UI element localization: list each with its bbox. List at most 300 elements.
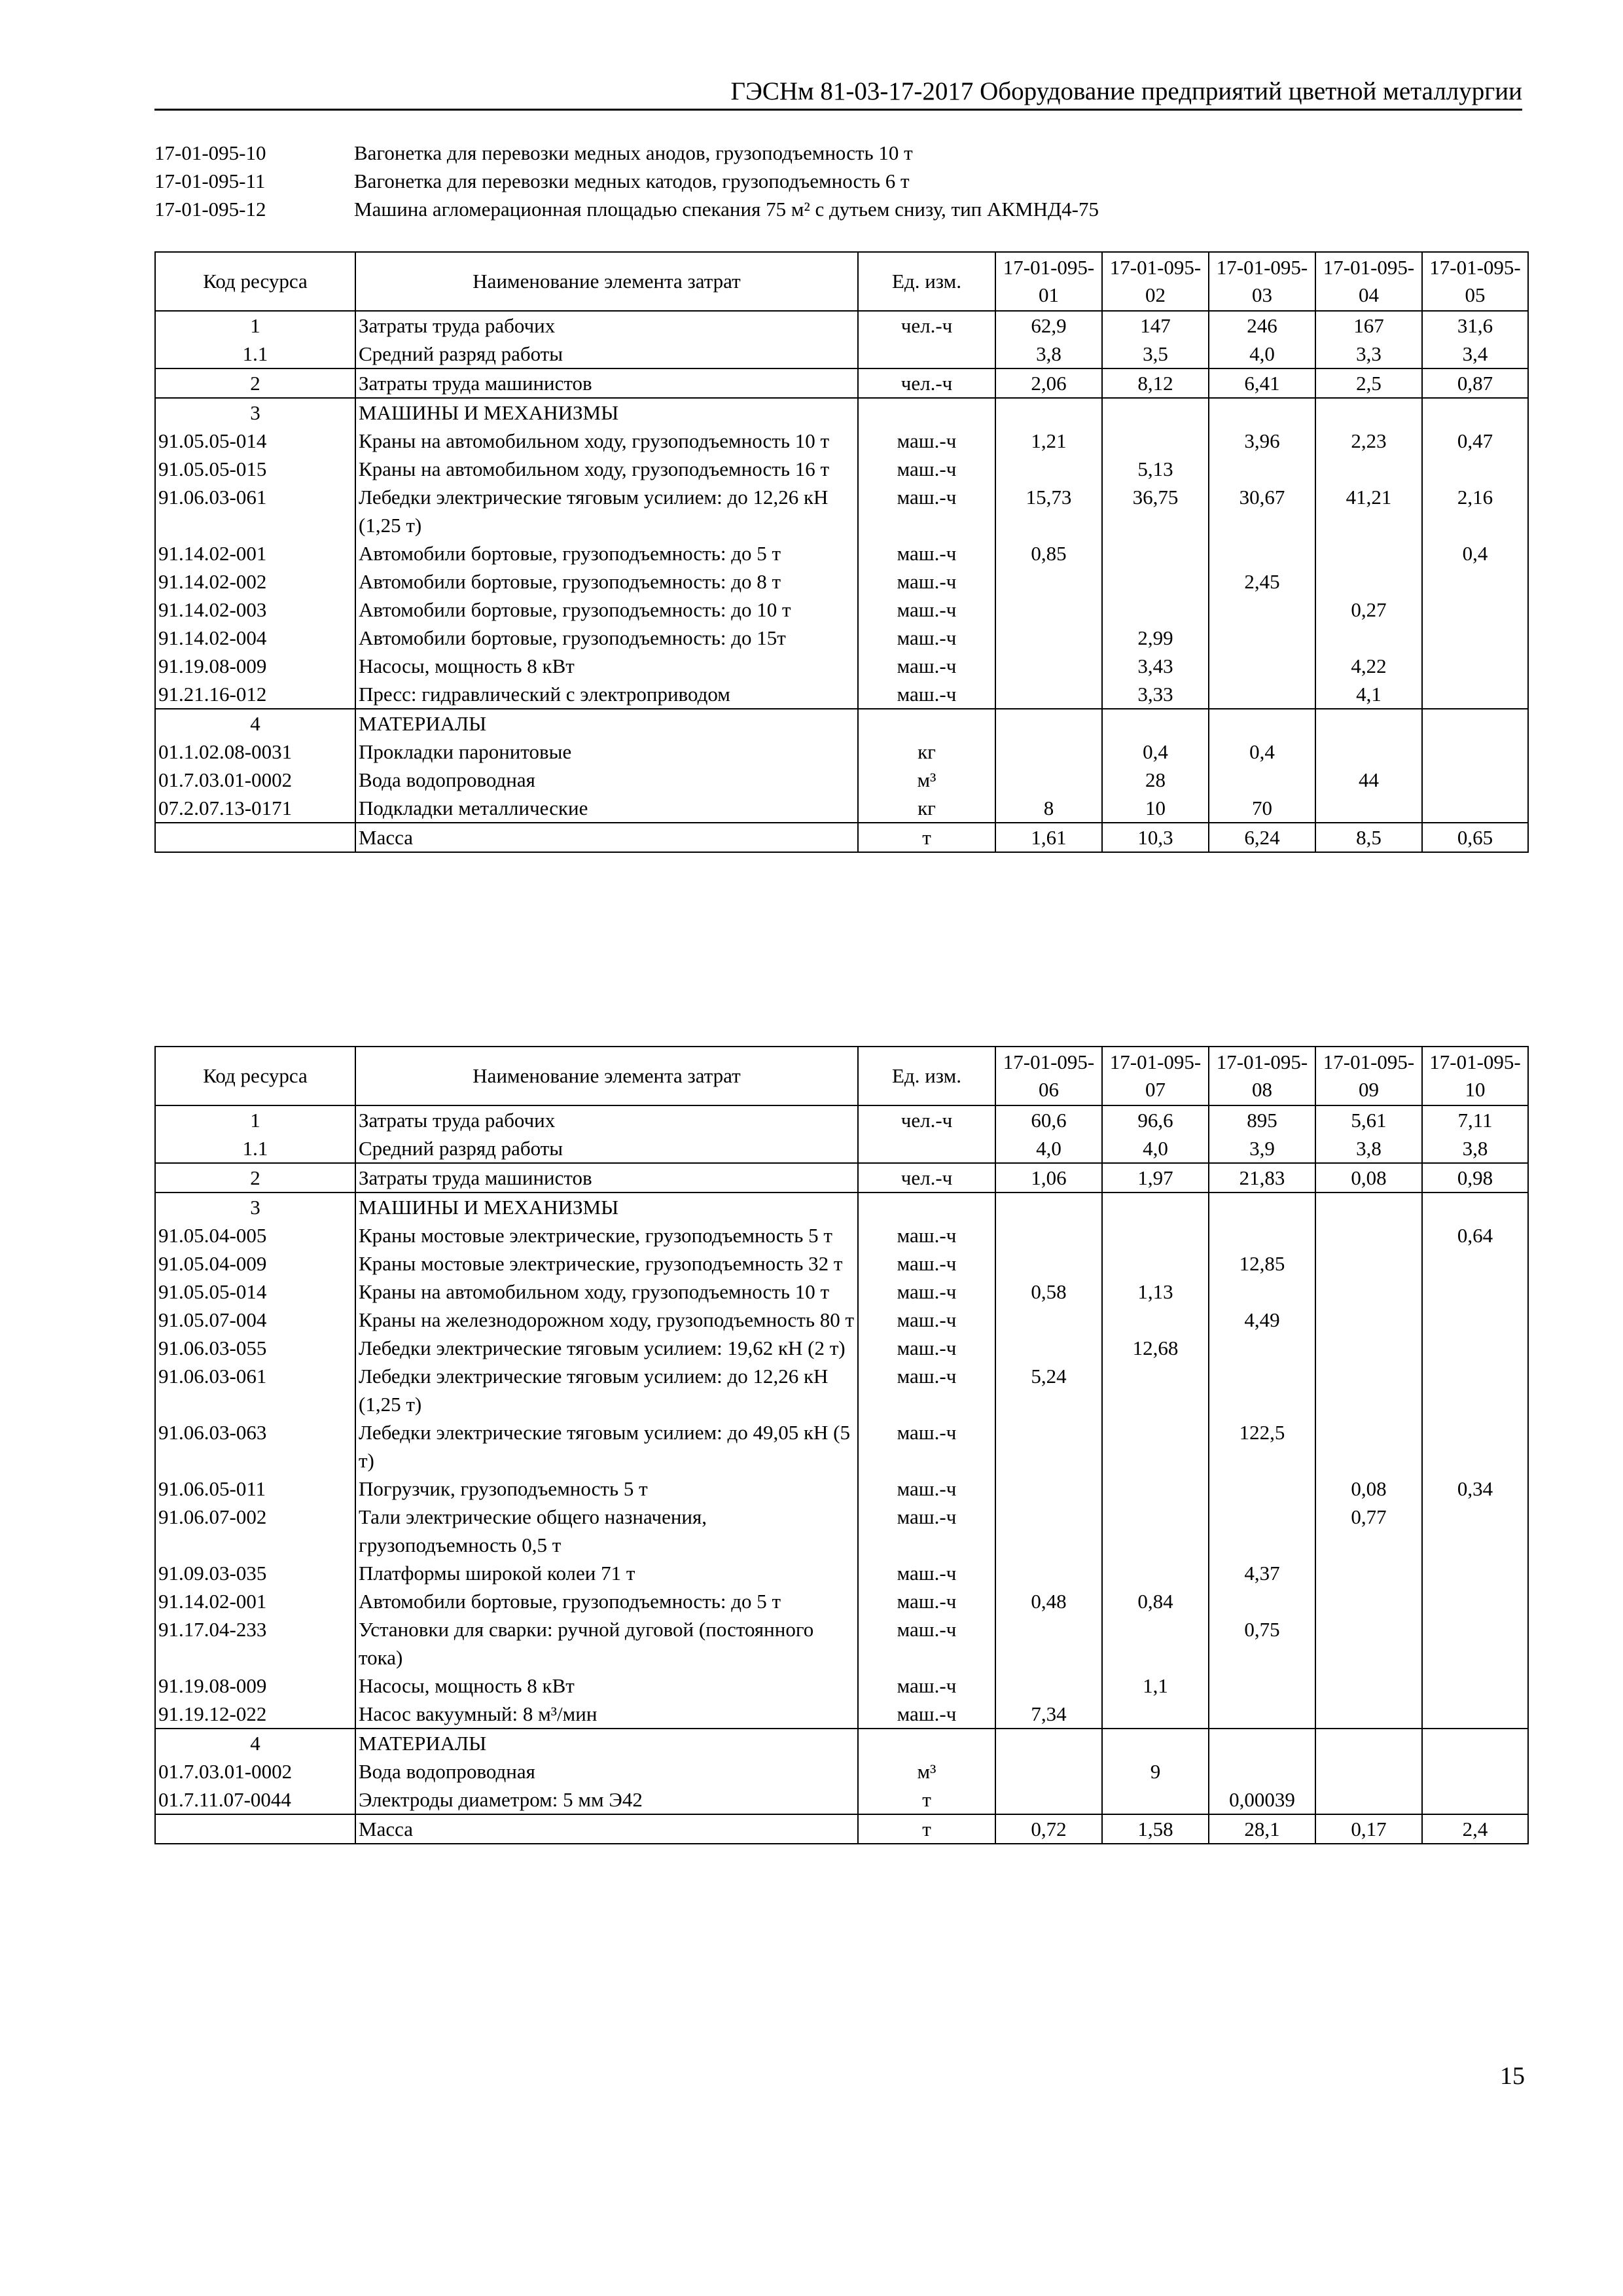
- resource-unit: маш.-ч: [858, 1334, 995, 1362]
- resource-name: Средний разряд работы: [355, 340, 858, 368]
- resource-name: Средний разряд работы: [355, 1134, 858, 1163]
- resource-name: МАШИНЫ И МЕХАНИЗМЫ: [355, 1193, 858, 1221]
- norm-value: [1315, 1729, 1422, 1757]
- norm-value: 0,65: [1422, 823, 1528, 852]
- norm-value: 6,24: [1209, 823, 1315, 852]
- table-row: [155, 794, 1528, 823]
- norm-value: [995, 1193, 1102, 1221]
- norm-value: 7,11: [1422, 1105, 1528, 1134]
- resource-name: Лебедки электрические тяговым усилием: до 49,05 кН (5 т): [355, 1418, 858, 1475]
- norm-value: 2,06: [995, 368, 1102, 398]
- resource-code: 91.06.05-011: [155, 1475, 355, 1503]
- resource-code: 91.19.08-009: [155, 652, 355, 680]
- table-row: [155, 340, 1528, 368]
- norm-value: [1209, 1221, 1315, 1249]
- resource-name: Автомобили бортовые, грузоподъемность: до 10 т: [355, 596, 858, 624]
- norm-value: [1209, 624, 1315, 652]
- resource-code: 01.7.11.07-0044: [155, 1785, 355, 1814]
- norm-value: [995, 596, 1102, 624]
- header-norm-code: 17-01-095-05: [1422, 252, 1528, 311]
- norm-value: 122,5: [1209, 1418, 1315, 1475]
- norm-value: [995, 738, 1102, 766]
- norm-value: 0,77: [1315, 1503, 1422, 1559]
- norm-value: 5,61: [1315, 1105, 1422, 1134]
- resource-unit: маш.-ч: [858, 1278, 995, 1306]
- header-unit: Ед. изм.: [858, 252, 995, 311]
- norm-value: [1422, 1700, 1528, 1729]
- resource-code: 1.1: [155, 1134, 355, 1163]
- norm-value: 4,22: [1315, 652, 1422, 680]
- norm-value: [1422, 680, 1528, 709]
- norm-value: [1422, 1306, 1528, 1334]
- resource-name: Автомобили бортовые, грузоподъемность: до 8 т: [355, 567, 858, 596]
- resource-unit: маш.-ч: [858, 1700, 995, 1729]
- table-row: [155, 1134, 1528, 1163]
- resource-code: 91.06.03-061: [155, 483, 355, 539]
- norm-value: [995, 1757, 1102, 1785]
- norm-value: 4,0: [1102, 1134, 1209, 1163]
- norm-value: 5,13: [1102, 455, 1209, 483]
- norm-value: 31,6: [1422, 311, 1528, 340]
- resource-unit: маш.-ч: [858, 680, 995, 709]
- norm-value: [1102, 1306, 1209, 1334]
- norm-value: [1209, 1672, 1315, 1700]
- resource-name: МАТЕРИАЛЫ: [355, 1729, 858, 1757]
- resource-unit: маш.-ч: [858, 427, 995, 455]
- resource-name: Погрузчик, грузоподъемность 5 т: [355, 1475, 858, 1503]
- resource-code: 91.05.07-004: [155, 1306, 355, 1334]
- norm-value: 2,99: [1102, 624, 1209, 652]
- resource-name: Установки для сварки: ручной дуговой (постоянного тока): [355, 1615, 858, 1672]
- norm-value: 0,17: [1315, 1814, 1422, 1844]
- resource-unit: маш.-ч: [858, 1249, 995, 1278]
- intro-code: 17-01-095-10: [154, 141, 266, 164]
- table-row: [155, 1587, 1528, 1615]
- norm-value: [1315, 1334, 1422, 1362]
- norm-value: 1,13: [1102, 1278, 1209, 1306]
- resource-code: 91.14.02-002: [155, 567, 355, 596]
- norm-value: [995, 1418, 1102, 1475]
- norm-value: [995, 1672, 1102, 1700]
- table-row: [155, 1418, 1528, 1475]
- norm-value: [1209, 1757, 1315, 1785]
- norm-value: [1422, 1672, 1528, 1700]
- resource-code: 91.06.03-055: [155, 1334, 355, 1362]
- resource-unit: маш.-ч: [858, 567, 995, 596]
- norm-value: 3,9: [1209, 1134, 1315, 1163]
- resource-code: 91.19.12-022: [155, 1700, 355, 1729]
- norm-value: 4,0: [995, 1134, 1102, 1163]
- resource-unit: маш.-ч: [858, 1503, 995, 1559]
- norm-value: [1422, 738, 1528, 766]
- resource-name: Платформы широкой колеи 71 т: [355, 1559, 858, 1587]
- resource-code: 91.05.04-009: [155, 1249, 355, 1278]
- resource-unit: чел.-ч: [858, 368, 995, 398]
- norm-value: [1315, 624, 1422, 652]
- norm-value: [1422, 398, 1528, 427]
- intro-code: 17-01-095-11: [154, 170, 266, 192]
- resource-name: Автомобили бортовые, грузоподъемность: до 15т: [355, 624, 858, 652]
- resource-unit: маш.-ч: [858, 1306, 995, 1334]
- norm-value: [1422, 624, 1528, 652]
- table-row: [155, 596, 1528, 624]
- norm-value: [1102, 1362, 1209, 1418]
- norm-value: [1102, 709, 1209, 738]
- norm-value: 2,5: [1315, 368, 1422, 398]
- norm-value: 44: [1315, 766, 1422, 794]
- norm-value: 1,61: [995, 823, 1102, 852]
- resource-code: 91.14.02-001: [155, 539, 355, 567]
- resource-name: Лебедки электрические тяговым усилием: до 12,26 кН (1,25 т): [355, 1362, 858, 1418]
- norm-value: [1315, 738, 1422, 766]
- norm-value: 3,8: [1422, 1134, 1528, 1163]
- norm-value: [995, 652, 1102, 680]
- norm-value: [1422, 455, 1528, 483]
- resource-code: 91.05.05-015: [155, 455, 355, 483]
- norm-value: [1422, 596, 1528, 624]
- resource-name: Вода водопроводная: [355, 1757, 858, 1785]
- norm-value: 41,21: [1315, 483, 1422, 539]
- header-norm-code: 17-01-095-06: [995, 1047, 1102, 1105]
- table-row: [155, 823, 1528, 852]
- norm-value: 4,0: [1209, 340, 1315, 368]
- norm-value: [1315, 1672, 1422, 1700]
- norm-value: [1422, 1334, 1528, 1362]
- header-name: Наименование элемента затрат: [355, 1047, 858, 1105]
- norm-value: 6,41: [1209, 368, 1315, 398]
- resource-unit: [858, 340, 995, 368]
- norm-value: [995, 1559, 1102, 1587]
- norm-value: 96,6: [1102, 1105, 1209, 1134]
- norm-value: [995, 709, 1102, 738]
- norm-value: 3,3: [1315, 340, 1422, 368]
- norm-value: [1209, 1334, 1315, 1362]
- table-row: [155, 567, 1528, 596]
- norm-value: [995, 398, 1102, 427]
- norm-value: 895: [1209, 1105, 1315, 1134]
- norm-value: [1422, 1362, 1528, 1418]
- norm-value: [1315, 455, 1422, 483]
- norm-value: [1209, 680, 1315, 709]
- norm-value: 167: [1315, 311, 1422, 340]
- norm-value: [1422, 652, 1528, 680]
- resource-unit: [858, 1193, 995, 1221]
- norm-value: 0,4: [1102, 738, 1209, 766]
- norm-value: 10: [1102, 794, 1209, 823]
- norm-value: [1422, 794, 1528, 823]
- norm-value: 0,27: [1315, 596, 1422, 624]
- table-header-row: [155, 252, 1528, 311]
- resource-name: Краны на железнодорожном ходу, грузоподъемность 80 т: [355, 1306, 858, 1334]
- table-row: [155, 624, 1528, 652]
- resource-code: 91.05.04-005: [155, 1221, 355, 1249]
- header-norm-code: 17-01-095-07: [1102, 1047, 1209, 1105]
- norm-value: [1102, 1729, 1209, 1757]
- norm-value: [1102, 1249, 1209, 1278]
- table-row: [155, 539, 1528, 567]
- resource-unit: маш.-ч: [858, 1362, 995, 1418]
- norm-value: 246: [1209, 311, 1315, 340]
- header-norm-code: 17-01-095-03: [1209, 252, 1315, 311]
- resource-code: 3: [155, 1193, 355, 1221]
- table-row: [155, 1785, 1528, 1814]
- table-row: [155, 1559, 1528, 1587]
- resource-unit: м³: [858, 766, 995, 794]
- norm-value: 28: [1102, 766, 1209, 794]
- intro-text: Вагонетка для перевозки медных катодов, грузоподъемность 6 т: [354, 170, 910, 192]
- resource-name: Тали электрические общего назначения, грузоподъемность 0,5 т: [355, 1503, 858, 1559]
- norm-value: 12,85: [1209, 1249, 1315, 1278]
- table-row: [155, 1249, 1528, 1278]
- table-row: [155, 1362, 1528, 1418]
- resource-unit: м³: [858, 1757, 995, 1785]
- norm-value: [995, 1475, 1102, 1503]
- norm-value: [995, 1503, 1102, 1559]
- norm-value: [995, 1306, 1102, 1334]
- resource-unit: маш.-ч: [858, 455, 995, 483]
- norm-value: 0,34: [1422, 1475, 1528, 1503]
- norm-value: 36,75: [1102, 483, 1209, 539]
- norm-value: [1102, 539, 1209, 567]
- header-norm-code: 17-01-095-02: [1102, 252, 1209, 311]
- norm-value: [1209, 1587, 1315, 1615]
- table-row: [155, 311, 1528, 340]
- norm-value: [1422, 1193, 1528, 1221]
- norm-value: 0,48: [995, 1587, 1102, 1615]
- table-row: [155, 709, 1528, 738]
- resource-code: 91.05.05-014: [155, 1278, 355, 1306]
- norm-value: 2,45: [1209, 567, 1315, 596]
- table-row: [155, 1615, 1528, 1672]
- resource-code: 07.2.07.13-0171: [155, 794, 355, 823]
- norm-value: [1102, 1615, 1209, 1672]
- resource-name: Краны мостовые электрические, грузоподъемность 5 т: [355, 1221, 858, 1249]
- resource-name: Затраты труда машинистов: [355, 368, 858, 398]
- norm-value: 9: [1102, 1757, 1209, 1785]
- norm-value: 3,4: [1422, 340, 1528, 368]
- table-row: [155, 766, 1528, 794]
- norm-value: [1102, 1785, 1209, 1814]
- table-row: [155, 1503, 1528, 1559]
- resource-name: Лебедки электрические тяговым усилием: 19,62 кН (2 т): [355, 1334, 858, 1362]
- norm-value: [995, 567, 1102, 596]
- norm-value: 0,85: [995, 539, 1102, 567]
- resource-name: Автомобили бортовые, грузоподъемность: до 5 т: [355, 1587, 858, 1615]
- resource-unit: маш.-ч: [858, 483, 995, 539]
- norm-value: 62,9: [995, 311, 1102, 340]
- norm-value: [1315, 709, 1422, 738]
- norm-value: [1102, 398, 1209, 427]
- header-norm-code: 17-01-095-10: [1422, 1047, 1528, 1105]
- resource-name: Затраты труда машинистов: [355, 1163, 858, 1193]
- norm-value: 3,96: [1209, 427, 1315, 455]
- resource-unit: маш.-ч: [858, 652, 995, 680]
- norm-value: 3,8: [995, 340, 1102, 368]
- resource-unit: [858, 398, 995, 427]
- resource-unit: маш.-ч: [858, 1559, 995, 1587]
- resource-name: Пресс: гидравлический с электроприводом: [355, 680, 858, 709]
- table-row: [155, 738, 1528, 766]
- resource-table-1: [154, 251, 1529, 853]
- resource-unit: [858, 709, 995, 738]
- resource-name: Масса: [355, 1814, 858, 1844]
- norm-value: [1315, 794, 1422, 823]
- norm-value: [1102, 567, 1209, 596]
- resource-unit: чел.-ч: [858, 311, 995, 340]
- norm-value: [1102, 1418, 1209, 1475]
- norm-value: [1315, 1700, 1422, 1729]
- norm-value: 3,8: [1315, 1134, 1422, 1163]
- table-row: [155, 368, 1528, 398]
- resource-code: [155, 1814, 355, 1844]
- norm-value: [1209, 1700, 1315, 1729]
- intro-code: 17-01-095-12: [154, 198, 266, 221]
- header-norm-code: 17-01-095-09: [1315, 1047, 1422, 1105]
- norm-value: [1209, 1278, 1315, 1306]
- norm-value: [1422, 1757, 1528, 1785]
- resource-code: 1: [155, 311, 355, 340]
- resource-name: Подкладки металлические: [355, 794, 858, 823]
- norm-value: 0,4: [1422, 539, 1528, 567]
- table-row: [155, 1278, 1528, 1306]
- norm-value: 2,16: [1422, 483, 1528, 539]
- norm-value: [1315, 1221, 1422, 1249]
- norm-value: [1315, 1249, 1422, 1278]
- resource-unit: кг: [858, 794, 995, 823]
- norm-value: 0,84: [1102, 1587, 1209, 1615]
- resource-unit: чел.-ч: [858, 1163, 995, 1193]
- norm-value: 2,4: [1422, 1814, 1528, 1844]
- resource-code: 2: [155, 1163, 355, 1193]
- resource-unit: т: [858, 1814, 995, 1844]
- norm-value: 0,47: [1422, 427, 1528, 455]
- header-name: Наименование элемента затрат: [355, 252, 858, 311]
- norm-value: 0,00039: [1209, 1785, 1315, 1814]
- norm-value: [1209, 1729, 1315, 1757]
- norm-value: [1209, 709, 1315, 738]
- table-row: [155, 1334, 1528, 1362]
- resource-unit: [858, 1729, 995, 1757]
- intro-item: [154, 195, 1529, 223]
- norm-value: [1315, 1306, 1422, 1334]
- norm-value: [1422, 1587, 1528, 1615]
- norm-value: [1422, 1615, 1528, 1672]
- norm-value: [1422, 567, 1528, 596]
- norm-value: [1315, 1559, 1422, 1587]
- norm-value: [1209, 596, 1315, 624]
- resource-code: 91.05.05-014: [155, 427, 355, 455]
- resource-name: Электроды диаметром: 5 мм Э42: [355, 1785, 858, 1814]
- norm-value: [1209, 1193, 1315, 1221]
- resource-code: 91.09.03-035: [155, 1559, 355, 1587]
- resource-name: Краны мостовые электрические, грузоподъемность 32 т: [355, 1249, 858, 1278]
- resource-name: Вода водопроводная: [355, 766, 858, 794]
- header-unit: Ед. изм.: [858, 1047, 995, 1105]
- resource-unit: маш.-ч: [858, 1418, 995, 1475]
- table-row: [155, 455, 1528, 483]
- norm-value: 60,6: [995, 1105, 1102, 1134]
- norm-value: 21,83: [1209, 1163, 1315, 1193]
- norm-value: [1315, 1362, 1422, 1418]
- norm-value: [1422, 709, 1528, 738]
- resource-name: Автомобили бортовые, грузоподъемность: до 5 т: [355, 539, 858, 567]
- norm-value: 3,43: [1102, 652, 1209, 680]
- resource-code: 2: [155, 368, 355, 398]
- table-row: [155, 1700, 1528, 1729]
- norm-value: 8: [995, 794, 1102, 823]
- norm-value: 0,72: [995, 1814, 1102, 1844]
- table-row: [155, 1757, 1528, 1785]
- header-norm-code: 17-01-095-01: [995, 252, 1102, 311]
- norm-value: [1209, 539, 1315, 567]
- resource-name: Насосы, мощность 8 кВт: [355, 652, 858, 680]
- norm-value: [1102, 596, 1209, 624]
- norm-value: [1102, 1221, 1209, 1249]
- norm-value: 70: [1209, 794, 1315, 823]
- norm-value: 0,08: [1315, 1163, 1422, 1193]
- norm-value: [1422, 1785, 1528, 1814]
- norm-value: 147: [1102, 311, 1209, 340]
- norm-value: 12,68: [1102, 1334, 1209, 1362]
- header-norm-code: 17-01-095-04: [1315, 252, 1422, 311]
- resource-code: 91.21.16-012: [155, 680, 355, 709]
- resource-unit: маш.-ч: [858, 1615, 995, 1672]
- intro-text: Машина агломерационная площадью спекания 75 м² с дутьем снизу, тип АКМНД4-75: [354, 198, 1099, 221]
- table-row: [155, 1306, 1528, 1334]
- table-row: [155, 398, 1528, 427]
- norm-value: [1209, 1475, 1315, 1503]
- norm-value: [1315, 1418, 1422, 1475]
- norm-value: [1209, 766, 1315, 794]
- norm-value: [1315, 1278, 1422, 1306]
- norm-value: 1,97: [1102, 1163, 1209, 1193]
- resource-unit: маш.-ч: [858, 1587, 995, 1615]
- norm-value: 0,98: [1422, 1163, 1528, 1193]
- norm-value: 3,33: [1102, 680, 1209, 709]
- resource-code: 91.14.02-004: [155, 624, 355, 652]
- norm-value: [995, 1249, 1102, 1278]
- resource-code: 91.06.03-061: [155, 1362, 355, 1418]
- norm-value: 1,21: [995, 427, 1102, 455]
- table-row: [155, 1221, 1528, 1249]
- norm-value: [995, 1221, 1102, 1249]
- norm-value: [1422, 1559, 1528, 1587]
- resource-unit: кг: [858, 738, 995, 766]
- table-row: [155, 1814, 1528, 1844]
- norm-value: [1422, 766, 1528, 794]
- norm-value: 28,1: [1209, 1814, 1315, 1844]
- table-row: [155, 652, 1528, 680]
- norm-value: [1209, 455, 1315, 483]
- resource-unit: маш.-ч: [858, 596, 995, 624]
- resource-name: Масса: [355, 823, 858, 852]
- table-row: [155, 1729, 1528, 1757]
- resource-code: 01.1.02.08-0031: [155, 738, 355, 766]
- norm-value: [1315, 1757, 1422, 1785]
- resource-code: 3: [155, 398, 355, 427]
- norm-value: [1315, 398, 1422, 427]
- norm-value: [1209, 1362, 1315, 1418]
- norm-value: 0,08: [1315, 1475, 1422, 1503]
- norm-value: [1102, 1700, 1209, 1729]
- resource-unit: т: [858, 823, 995, 852]
- intro-item: [154, 139, 1529, 167]
- resource-code: 01.7.03.01-0002: [155, 1757, 355, 1785]
- resource-table-2: [154, 1046, 1529, 1844]
- norm-value: [995, 1615, 1102, 1672]
- norm-value: [995, 766, 1102, 794]
- norm-value: [995, 455, 1102, 483]
